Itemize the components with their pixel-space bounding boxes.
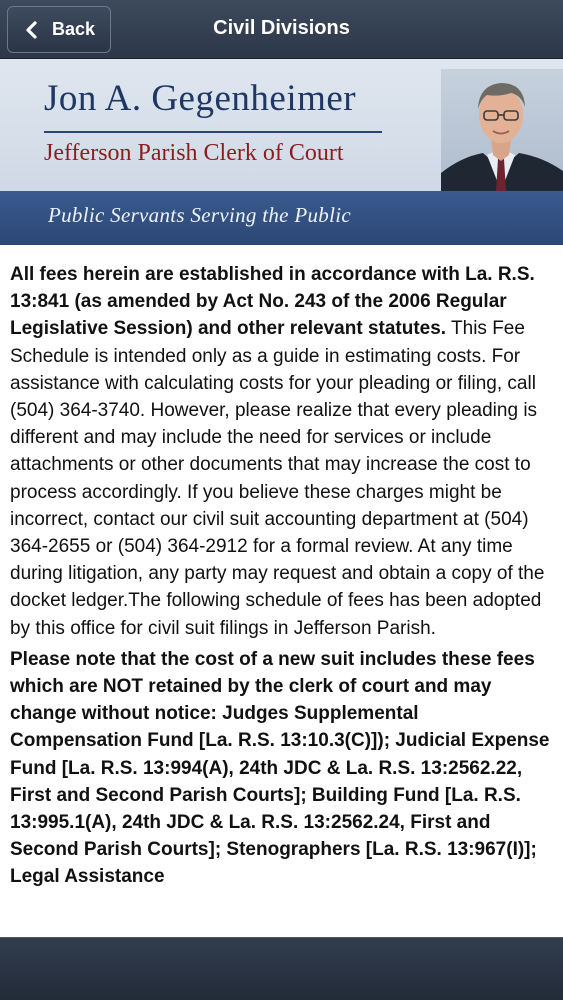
name-divider bbox=[44, 131, 382, 133]
fee-intro-text: This Fee Schedule is intended only as a guide in estimating costs. For assistance with calculating costs for your pleading or filing, call (504) 364-3740. However, please realize that every pleading is different and may include the need for services or include attachments or other documents that may increase the cost to process accordingly. If you believe these charges might be incorrect, contact our civil suit accounting department at (504) 364-2655 or (504) 364-2912 for a formal review. At any time during litigation, any party may request and obtain a copy of the docket ledger.The following schedule of fees has been adopted by this office for civil suit filings in Jefferson Parish. bbox=[10, 318, 545, 639]
header-banner bbox=[0, 59, 563, 245]
fee-intro-paragraph bbox=[0, 245, 563, 642]
fee-note-paragraph bbox=[0, 646, 563, 891]
back-button-label: Back bbox=[52, 19, 96, 39]
bottom-toolbar bbox=[0, 937, 563, 1000]
office-title: Jefferson Parish Clerk of Court bbox=[44, 140, 344, 166]
fee-note-bold: Please note that the cost of a new suit includes these fees which are NOT retained by the clerk of court and may change without notice: Judges Supplemental Compensation Fund [La. R.S. 13:10.3(C)]); Judicial Expense Fund [La. R.S. 13:994(A), 24th JDC & La. R.S. 13:2562.22, First and Second Parish Courts]; Building Fund [La. R.S. 13:995.1(A), 24th JDC & La. R.S. 13:2562.24, First and Second Parish Courts]; Stenographers [La. R.S. 13:967(I)]; Legal Assistance bbox=[10, 648, 550, 888]
portrait-photo bbox=[441, 69, 563, 191]
chevron-left-icon bbox=[22, 20, 42, 40]
page-title: Civil Divisions bbox=[213, 17, 350, 39]
fee-intro-bold: All fees herein are established in accordance with La. R.S. 13:841 (as amended by Act No. 243 of the 2006 Regular Legislative Session) and other relevant statutes. bbox=[10, 264, 535, 340]
tagline-band bbox=[0, 191, 563, 245]
clerk-name: Jon A. Gegenheimer bbox=[44, 78, 357, 119]
fee-schedule-content bbox=[0, 245, 563, 937]
back-button[interactable] bbox=[7, 6, 111, 53]
navigation-bar bbox=[0, 0, 563, 59]
banner-top bbox=[0, 59, 563, 191]
tagline: Public Servants Serving the Public bbox=[48, 203, 351, 227]
